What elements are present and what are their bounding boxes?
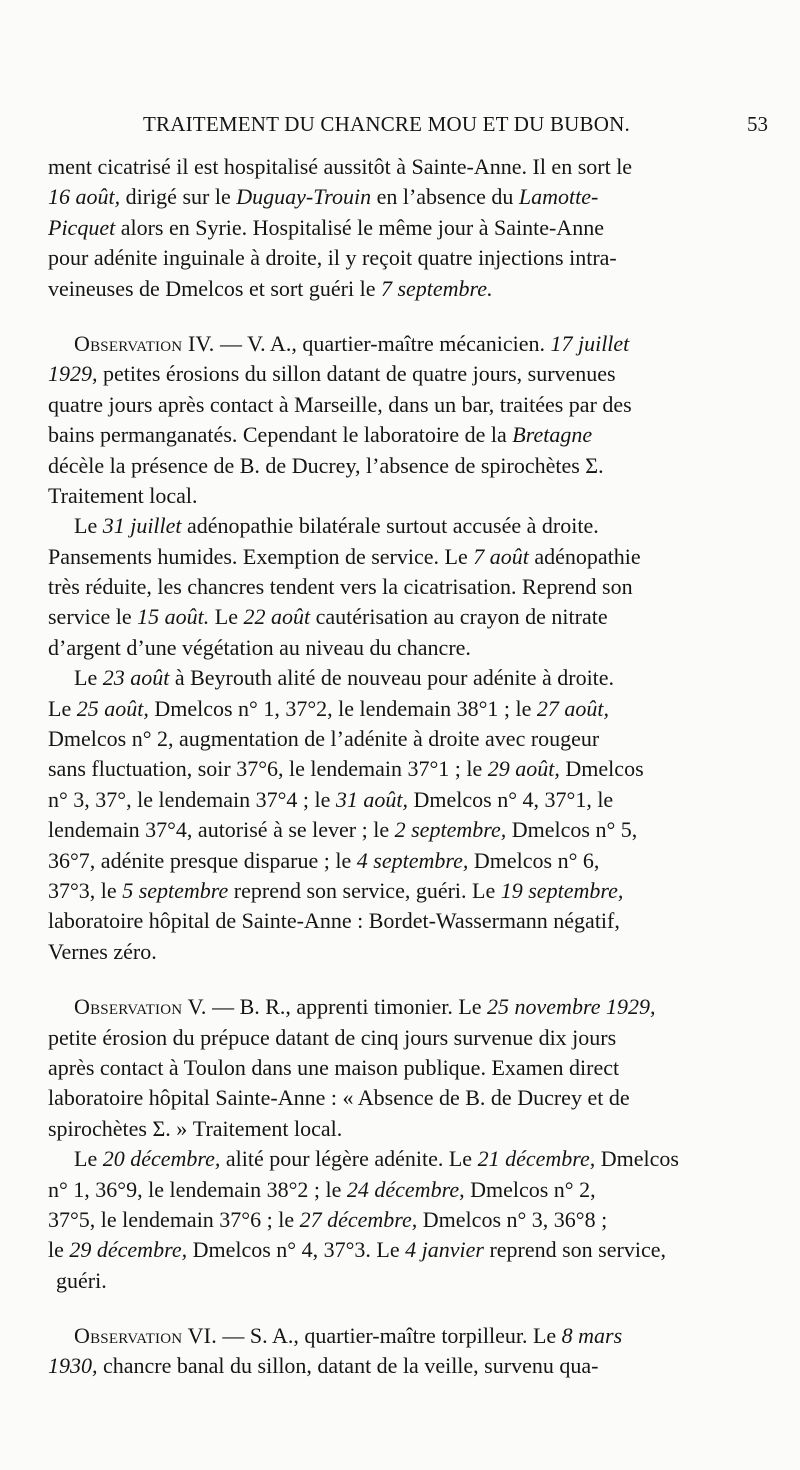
text-run: 25 novembre 1929,	[487, 994, 656, 1020]
running-title: TRAITEMENT DU CHANCRE MOU ET DU BUBON.	[143, 112, 630, 136]
text-line	[48, 754, 753, 784]
text-run: après contact à Toulon dans une maison publique. Examen direct	[48, 1054, 620, 1080]
text-run: 2 septembre,	[394, 817, 507, 843]
text-run: — V. A., quartier-maître mécanicien.	[214, 330, 551, 356]
text-line	[48, 390, 753, 420]
text-run: Dmelcos n° 4, 37°3. Le	[187, 1237, 406, 1263]
text-run: 37°5, le lendemain 37°6 ; le	[48, 1206, 300, 1232]
text-run: 22 août	[243, 604, 311, 630]
text-line	[48, 182, 753, 212]
text-run: alors en Syrie. Hospitalisé le même jour à Sainte-Anne	[115, 214, 604, 240]
paragraph-gap	[48, 304, 753, 329]
text-run: dirigé sur le	[120, 184, 237, 210]
text-line	[48, 992, 753, 1022]
text-line	[48, 1235, 753, 1265]
text-line	[48, 451, 753, 481]
text-run: 19 septembre,	[500, 877, 624, 903]
observation-4-aout	[48, 663, 753, 967]
text-run: alité pour légère adénite. Le	[220, 1146, 478, 1172]
text-line	[48, 1144, 753, 1174]
paragraph-continuation	[48, 152, 753, 304]
page-number: 53	[747, 112, 768, 136]
text-run: Dmelcos n° 3, 36°8 ;	[417, 1206, 608, 1232]
text-line	[48, 815, 753, 845]
text-line	[48, 876, 753, 906]
text-run: Bretagne	[512, 422, 593, 448]
observation-5-decembre	[48, 1144, 753, 1296]
text-run: 5 septembre	[122, 877, 229, 903]
text-line	[48, 1351, 753, 1381]
text-run: 1929,	[48, 361, 98, 387]
text-run: 27 août,	[536, 695, 610, 721]
text-run: 21 décembre,	[477, 1146, 596, 1172]
text-run: petite érosion du prépuce datant de cinq jours survenue dix jours	[48, 1024, 617, 1050]
observation-4-juillet	[48, 511, 753, 663]
text-run: Duguay-Trouin	[236, 184, 372, 210]
text-line	[48, 274, 753, 304]
text-run: n° 1, 36°9, le lendemain 38°2 ; le	[48, 1176, 347, 1202]
text-run: ment cicatrisé il est hospitalisé aussitôt à Sainte-Anne. Il en sort le	[48, 154, 633, 179]
text-line	[48, 633, 753, 663]
observation-label: Observation VI.	[74, 1323, 217, 1349]
text-line	[48, 1053, 753, 1083]
page-header	[48, 112, 768, 152]
text-run: décèle la présence de B. de Ducrey, l’absence de spirochètes Σ.	[48, 452, 604, 478]
text-run: 1930,	[48, 1353, 98, 1379]
text-run: 4 septembre,	[356, 847, 469, 873]
text-run: guéri.	[56, 1267, 107, 1293]
text-run: 29 décembre,	[69, 1237, 188, 1263]
text-run: Dmelcos n° 1, 37°2, le lendemain 38°1 ; le	[148, 695, 537, 721]
text-run: adénopathie	[528, 543, 641, 569]
text-run: Dmelcos n° 2,	[464, 1176, 596, 1202]
text-run: Traitement local.	[48, 482, 198, 508]
paragraph-gap	[48, 967, 753, 992]
text-run: Dmelcos n° 2, augmentation de l’adénite à droite avec rougeur	[48, 726, 600, 752]
text-run: 7 septembre.	[380, 275, 493, 301]
text-line	[48, 213, 753, 243]
paragraph-gap	[48, 1296, 753, 1321]
text-run: — S. A., quartier-maître torpilleur. Le	[216, 1323, 562, 1349]
text-line	[48, 1266, 753, 1296]
text-run: Picquet	[48, 214, 116, 240]
text-line	[48, 420, 753, 450]
text-run: 7 août	[473, 543, 529, 569]
text-line	[48, 906, 753, 936]
text-run: chancre banal du sillon, datant de la veille, survenu qua-	[97, 1353, 599, 1379]
observation-4	[48, 329, 753, 511]
text-run: 31 août,	[335, 786, 409, 812]
observation-5	[48, 992, 753, 1144]
text-run: service le	[48, 604, 138, 630]
text-line	[48, 1205, 753, 1235]
text-line	[48, 1114, 753, 1144]
text-run: Le	[74, 1146, 103, 1172]
text-run: laboratoire hôpital Sainte-Anne : « Absence de B. de Ducrey et de	[48, 1085, 630, 1111]
text-line	[48, 1083, 753, 1113]
text-line	[48, 1175, 753, 1205]
text-run: Dmelcos	[595, 1146, 679, 1172]
text-line	[48, 511, 753, 541]
text-run: d’argent d’une végétation au niveau du chancre.	[48, 634, 471, 660]
text-run: petites érosions du sillon datant de quatre jours, survenues	[97, 361, 616, 387]
text-run: 29 août,	[487, 756, 560, 782]
text-line	[48, 846, 753, 876]
observation-label: Observation V.	[74, 994, 207, 1020]
text-line	[48, 663, 753, 693]
text-line	[48, 152, 753, 182]
text-run: veineuses de Dmelcos et sort guéri le	[48, 275, 381, 301]
text-run: 4 janvier	[405, 1237, 484, 1263]
text-run: Le	[209, 604, 244, 630]
text-run: laboratoire hôpital de Sainte-Anne : Bordet-Wassermann négatif,	[48, 908, 620, 934]
text-run: 8 mars	[561, 1323, 623, 1349]
text-line	[48, 572, 753, 602]
text-run: lendemain 37°4, autorisé à se lever ; le	[48, 817, 395, 843]
text-run: Pansements humides. Exemption de service. Le	[48, 543, 474, 569]
text-run: Lamotte-	[518, 184, 599, 210]
text-run: à Beyrouth alité de nouveau pour adénite à droite.	[169, 665, 615, 691]
text-run: 31 juillet	[102, 513, 182, 539]
text-run: 27 décembre,	[299, 1206, 418, 1232]
text-run: 24 décembre,	[346, 1176, 465, 1202]
text-run: n° 3, 37°, le lendemain 37°4 ; le	[48, 786, 336, 812]
text-line	[48, 542, 753, 572]
text-run: le	[48, 1237, 70, 1263]
text-run: reprend son service,	[483, 1237, 666, 1263]
text-run: cautérisation au crayon de nitrate	[310, 604, 608, 630]
text-line	[48, 694, 753, 724]
text-line	[48, 481, 753, 511]
text-run: Dmelcos	[559, 756, 644, 782]
text-run: reprend son service, guéri. Le	[228, 877, 501, 903]
text-run: spirochètes Σ. » Traitement local.	[48, 1115, 343, 1141]
text-line	[48, 602, 753, 632]
text-run: quatre jours après contact à Marseille, dans un bar, traitées par des	[48, 391, 632, 417]
text-run: 23 août	[102, 665, 170, 691]
text-run: en l’absence du	[371, 184, 519, 210]
text-line	[48, 724, 753, 754]
text-run: adénopathie bilatérale surtout accusée à droite.	[181, 513, 599, 539]
observation-6	[48, 1321, 753, 1382]
text-run: Dmelcos n° 4, 37°1, le	[408, 786, 614, 812]
text-run: 36°7, adénite presque disparue ; le	[48, 847, 357, 873]
text-run: 37°3, le	[48, 877, 123, 903]
text-line	[48, 785, 753, 815]
text-run: bains permanganatés. Cependant le laboratoire de la	[48, 422, 513, 448]
body-text	[48, 152, 753, 1382]
text-run: très réduite, les chancres tendent vers la cicatrisation. Reprend son	[48, 574, 633, 600]
text-run: Vernes zéro.	[48, 938, 157, 964]
text-run: sans fluctuation, soir 37°6, le lendemain 37°1 ; le	[48, 756, 488, 782]
text-run: 16 août,	[48, 184, 121, 210]
text-line	[48, 937, 753, 967]
text-line	[48, 1023, 753, 1053]
text-run: 20 décembre,	[102, 1146, 221, 1172]
text-run: — B. R., apprenti timonier. Le	[206, 994, 488, 1020]
text-run: Dmelcos n° 5,	[506, 817, 638, 843]
text-line	[48, 243, 753, 273]
text-line	[48, 1321, 753, 1351]
text-run: Dmelcos n° 6,	[468, 847, 600, 873]
text-run: 15 août.	[137, 604, 210, 630]
text-run: pour adénite inguinale à droite, il y reçoit quatre injections intra-	[48, 245, 617, 271]
text-line	[48, 359, 753, 389]
text-run: Le	[74, 513, 103, 539]
text-run: Le	[48, 695, 77, 721]
text-run: Le	[74, 665, 103, 691]
text-line	[48, 329, 753, 359]
text-run: 17 juillet	[550, 330, 630, 356]
text-run: 25 août,	[76, 695, 149, 721]
observation-label: Observation IV.	[74, 330, 215, 356]
